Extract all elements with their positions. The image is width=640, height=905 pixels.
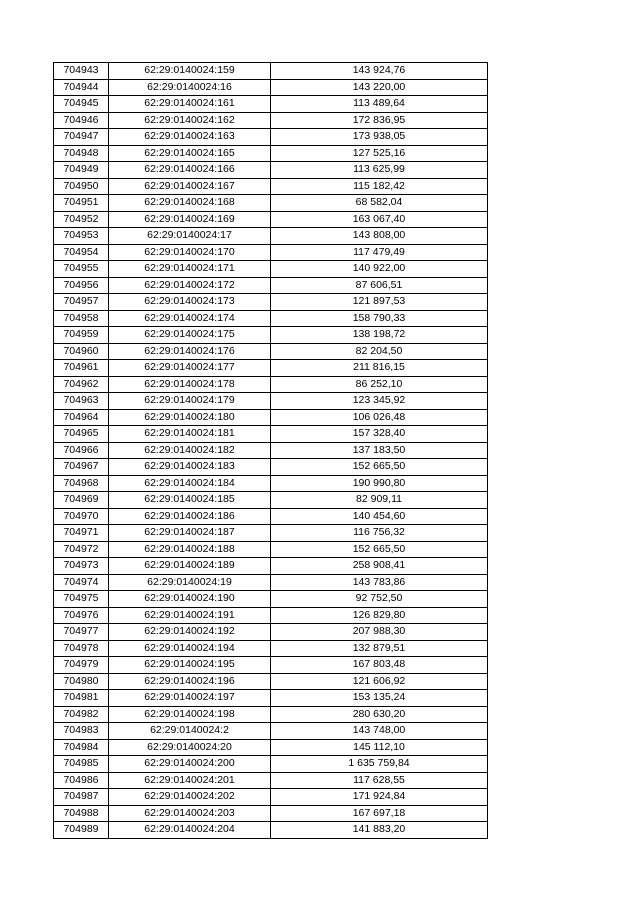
table-row bbox=[54, 112, 488, 129]
cadastral-number-cell: 62:29:0140024:204 bbox=[109, 822, 271, 839]
cadastral-number-cell: 62:29:0140024:161 bbox=[109, 96, 271, 113]
cadastral-number-cell: 62:29:0140024:159 bbox=[109, 63, 271, 80]
cadastral-value-cell: 141 883,20 bbox=[271, 822, 488, 839]
table-row bbox=[54, 822, 488, 839]
cadastral-number-cell: 62:29:0140024:176 bbox=[109, 343, 271, 360]
cadastral-value-cell: 143 924,76 bbox=[271, 63, 488, 80]
row-number-cell: 704949 bbox=[54, 162, 109, 179]
table-row bbox=[54, 723, 488, 740]
table-row bbox=[54, 706, 488, 723]
table-row bbox=[54, 162, 488, 179]
cadastral-value-cell: 167 803,48 bbox=[271, 657, 488, 674]
row-number-cell: 704975 bbox=[54, 591, 109, 608]
cadastral-value-cell: 92 752,50 bbox=[271, 591, 488, 608]
table-row bbox=[54, 310, 488, 327]
cadastral-number-cell: 62:29:0140024:185 bbox=[109, 492, 271, 509]
cadastral-number-cell: 62:29:0140024:181 bbox=[109, 426, 271, 443]
cadastral-number-cell: 62:29:0140024:163 bbox=[109, 129, 271, 146]
cadastral-number-cell: 62:29:0140024:166 bbox=[109, 162, 271, 179]
row-number-cell: 704979 bbox=[54, 657, 109, 674]
table-row bbox=[54, 508, 488, 525]
cadastral-number-cell: 62:29:0140024:187 bbox=[109, 525, 271, 542]
cadastral-number-cell: 62:29:0140024:20 bbox=[109, 739, 271, 756]
table-row bbox=[54, 492, 488, 509]
cadastral-value-cell: 152 665,50 bbox=[271, 459, 488, 476]
row-number-cell: 704967 bbox=[54, 459, 109, 476]
row-number-cell: 704953 bbox=[54, 228, 109, 245]
row-number-cell: 704954 bbox=[54, 244, 109, 261]
cadastral-value-cell: 280 630,20 bbox=[271, 706, 488, 723]
table-row bbox=[54, 393, 488, 410]
cadastral-value-cell: 106 026,48 bbox=[271, 409, 488, 426]
cadastral-value-cell: 145 112,10 bbox=[271, 739, 488, 756]
row-number-cell: 704960 bbox=[54, 343, 109, 360]
cadastral-value-cell: 143 808,00 bbox=[271, 228, 488, 245]
table-row bbox=[54, 360, 488, 377]
table-row bbox=[54, 409, 488, 426]
table-row bbox=[54, 343, 488, 360]
row-number-cell: 704974 bbox=[54, 574, 109, 591]
cadastral-value-cell: 123 345,92 bbox=[271, 393, 488, 410]
row-number-cell: 704950 bbox=[54, 178, 109, 195]
table-row bbox=[54, 178, 488, 195]
table-row bbox=[54, 426, 488, 443]
cadastral-number-cell: 62:29:0140024:168 bbox=[109, 195, 271, 212]
row-number-cell: 704957 bbox=[54, 294, 109, 311]
table-row bbox=[54, 640, 488, 657]
cadastral-value-cell: 190 990,80 bbox=[271, 475, 488, 492]
cadastral-value-cell: 211 816,15 bbox=[271, 360, 488, 377]
cadastral-number-cell: 62:29:0140024:169 bbox=[109, 211, 271, 228]
cadastral-value-cell: 117 479,49 bbox=[271, 244, 488, 261]
table-row bbox=[54, 327, 488, 344]
row-number-cell: 704970 bbox=[54, 508, 109, 525]
cadastral-value-cell: 143 220,00 bbox=[271, 79, 488, 96]
row-number-cell: 704952 bbox=[54, 211, 109, 228]
row-number-cell: 704982 bbox=[54, 706, 109, 723]
cadastral-value-cell: 82 204,50 bbox=[271, 343, 488, 360]
cadastral-number-cell: 62:29:0140024:172 bbox=[109, 277, 271, 294]
row-number-cell: 704985 bbox=[54, 756, 109, 773]
cadastral-number-cell: 62:29:0140024:165 bbox=[109, 145, 271, 162]
table-row bbox=[54, 145, 488, 162]
cadastral-value-cell: 172 836,95 bbox=[271, 112, 488, 129]
cadastral-value-cell: 116 756,32 bbox=[271, 525, 488, 542]
cadastral-value-cell: 258 908,41 bbox=[271, 558, 488, 575]
row-number-cell: 704972 bbox=[54, 541, 109, 558]
cadastral-value-table bbox=[53, 62, 488, 839]
cadastral-value-cell: 143 783,86 bbox=[271, 574, 488, 591]
row-number-cell: 704973 bbox=[54, 558, 109, 575]
cadastral-number-cell: 62:29:0140024:174 bbox=[109, 310, 271, 327]
cadastral-number-cell: 62:29:0140024:190 bbox=[109, 591, 271, 608]
row-number-cell: 704981 bbox=[54, 690, 109, 707]
row-number-cell: 704963 bbox=[54, 393, 109, 410]
table-row bbox=[54, 558, 488, 575]
cadastral-value-cell: 163 067,40 bbox=[271, 211, 488, 228]
table-row bbox=[54, 607, 488, 624]
table-row bbox=[54, 228, 488, 245]
table-row bbox=[54, 624, 488, 641]
cadastral-number-cell: 62:29:0140024:177 bbox=[109, 360, 271, 377]
cadastral-value-cell: 127 525,16 bbox=[271, 145, 488, 162]
cadastral-value-cell: 113 625,99 bbox=[271, 162, 488, 179]
table-row bbox=[54, 756, 488, 773]
cadastral-number-cell: 62:29:0140024:162 bbox=[109, 112, 271, 129]
row-number-cell: 704946 bbox=[54, 112, 109, 129]
cadastral-value-cell: 173 938,05 bbox=[271, 129, 488, 146]
cadastral-number-cell: 62:29:0140024:200 bbox=[109, 756, 271, 773]
cadastral-number-cell: 62:29:0140024:170 bbox=[109, 244, 271, 261]
row-number-cell: 704977 bbox=[54, 624, 109, 641]
table-row bbox=[54, 789, 488, 806]
row-number-cell: 704984 bbox=[54, 739, 109, 756]
cadastral-number-cell: 62:29:0140024:184 bbox=[109, 475, 271, 492]
table-row bbox=[54, 244, 488, 261]
cadastral-number-cell: 62:29:0140024:179 bbox=[109, 393, 271, 410]
cadastral-number-cell: 62:29:0140024:194 bbox=[109, 640, 271, 657]
table-row bbox=[54, 690, 488, 707]
cadastral-value-cell: 113 489,64 bbox=[271, 96, 488, 113]
table-row bbox=[54, 459, 488, 476]
cadastral-number-cell: 62:29:0140024:178 bbox=[109, 376, 271, 393]
cadastral-value-cell: 126 829,80 bbox=[271, 607, 488, 624]
row-number-cell: 704948 bbox=[54, 145, 109, 162]
row-number-cell: 704947 bbox=[54, 129, 109, 146]
cadastral-value-cell: 115 182,42 bbox=[271, 178, 488, 195]
table-row bbox=[54, 261, 488, 278]
table-row bbox=[54, 129, 488, 146]
cadastral-value-cell: 138 198,72 bbox=[271, 327, 488, 344]
row-number-cell: 704989 bbox=[54, 822, 109, 839]
cadastral-number-cell: 62:29:0140024:198 bbox=[109, 706, 271, 723]
row-number-cell: 704951 bbox=[54, 195, 109, 212]
table-row bbox=[54, 525, 488, 542]
table-row bbox=[54, 96, 488, 113]
row-number-cell: 704961 bbox=[54, 360, 109, 377]
cadastral-number-cell: 62:29:0140024:195 bbox=[109, 657, 271, 674]
row-number-cell: 704988 bbox=[54, 805, 109, 822]
cadastral-number-cell: 62:29:0140024:183 bbox=[109, 459, 271, 476]
row-number-cell: 704956 bbox=[54, 277, 109, 294]
table-row bbox=[54, 376, 488, 393]
table-row bbox=[54, 541, 488, 558]
cadastral-value-cell: 121 606,92 bbox=[271, 673, 488, 690]
cadastral-number-cell: 62:29:0140024:192 bbox=[109, 624, 271, 641]
cadastral-value-cell: 68 582,04 bbox=[271, 195, 488, 212]
row-number-cell: 704986 bbox=[54, 772, 109, 789]
row-number-cell: 704958 bbox=[54, 310, 109, 327]
cadastral-number-cell: 62:29:0140024:173 bbox=[109, 294, 271, 311]
cadastral-value-cell: 132 879,51 bbox=[271, 640, 488, 657]
row-number-cell: 704976 bbox=[54, 607, 109, 624]
row-number-cell: 704969 bbox=[54, 492, 109, 509]
row-number-cell: 704959 bbox=[54, 327, 109, 344]
table-row bbox=[54, 294, 488, 311]
cadastral-value-cell: 1 635 759,84 bbox=[271, 756, 488, 773]
cadastral-number-cell: 62:29:0140024:180 bbox=[109, 409, 271, 426]
row-number-cell: 704983 bbox=[54, 723, 109, 740]
row-number-cell: 704945 bbox=[54, 96, 109, 113]
table-row bbox=[54, 63, 488, 80]
cadastral-number-cell: 62:29:0140024:202 bbox=[109, 789, 271, 806]
cadastral-value-cell: 86 252,10 bbox=[271, 376, 488, 393]
row-number-cell: 704987 bbox=[54, 789, 109, 806]
table-row bbox=[54, 805, 488, 822]
cadastral-value-cell: 153 135,24 bbox=[271, 690, 488, 707]
row-number-cell: 704964 bbox=[54, 409, 109, 426]
row-number-cell: 704962 bbox=[54, 376, 109, 393]
row-number-cell: 704944 bbox=[54, 79, 109, 96]
row-number-cell: 704978 bbox=[54, 640, 109, 657]
cadastral-value-cell: 171 924,84 bbox=[271, 789, 488, 806]
cadastral-number-cell: 62:29:0140024:17 bbox=[109, 228, 271, 245]
cadastral-value-cell: 157 328,40 bbox=[271, 426, 488, 443]
row-number-cell: 704968 bbox=[54, 475, 109, 492]
row-number-cell: 704965 bbox=[54, 426, 109, 443]
cadastral-number-cell: 62:29:0140024:2 bbox=[109, 723, 271, 740]
cadastral-value-cell: 82 909,11 bbox=[271, 492, 488, 509]
row-number-cell: 704955 bbox=[54, 261, 109, 278]
cadastral-value-cell: 140 454,60 bbox=[271, 508, 488, 525]
cadastral-number-cell: 62:29:0140024:189 bbox=[109, 558, 271, 575]
cadastral-value-cell: 117 628,55 bbox=[271, 772, 488, 789]
cadastral-value-cell: 87 606,51 bbox=[271, 277, 488, 294]
table-body bbox=[54, 63, 488, 839]
table-row bbox=[54, 79, 488, 96]
row-number-cell: 704980 bbox=[54, 673, 109, 690]
cadastral-number-cell: 62:29:0140024:188 bbox=[109, 541, 271, 558]
cadastral-value-cell: 207 988,30 bbox=[271, 624, 488, 641]
cadastral-value-cell: 152 665,50 bbox=[271, 541, 488, 558]
cadastral-number-cell: 62:29:0140024:19 bbox=[109, 574, 271, 591]
cadastral-number-cell: 62:29:0140024:201 bbox=[109, 772, 271, 789]
cadastral-number-cell: 62:29:0140024:196 bbox=[109, 673, 271, 690]
table-row bbox=[54, 277, 488, 294]
table-row bbox=[54, 475, 488, 492]
cadastral-value-cell: 137 183,50 bbox=[271, 442, 488, 459]
cadastral-number-cell: 62:29:0140024:197 bbox=[109, 690, 271, 707]
table-row bbox=[54, 442, 488, 459]
cadastral-number-cell: 62:29:0140024:186 bbox=[109, 508, 271, 525]
cadastral-value-cell: 158 790,33 bbox=[271, 310, 488, 327]
cadastral-value-cell: 121 897,53 bbox=[271, 294, 488, 311]
table-row bbox=[54, 211, 488, 228]
cadastral-number-cell: 62:29:0140024:182 bbox=[109, 442, 271, 459]
table-row bbox=[54, 574, 488, 591]
table-row bbox=[54, 673, 488, 690]
table-row bbox=[54, 657, 488, 674]
cadastral-value-cell: 140 922,00 bbox=[271, 261, 488, 278]
table-row bbox=[54, 772, 488, 789]
cadastral-number-cell: 62:29:0140024:167 bbox=[109, 178, 271, 195]
cadastral-number-cell: 62:29:0140024:203 bbox=[109, 805, 271, 822]
table-row bbox=[54, 739, 488, 756]
cadastral-number-cell: 62:29:0140024:191 bbox=[109, 607, 271, 624]
cadastral-value-cell: 143 748,00 bbox=[271, 723, 488, 740]
cadastral-number-cell: 62:29:0140024:175 bbox=[109, 327, 271, 344]
row-number-cell: 704966 bbox=[54, 442, 109, 459]
row-number-cell: 704943 bbox=[54, 63, 109, 80]
cadastral-value-cell: 167 697,18 bbox=[271, 805, 488, 822]
cadastral-number-cell: 62:29:0140024:16 bbox=[109, 79, 271, 96]
table-row bbox=[54, 195, 488, 212]
table-row bbox=[54, 591, 488, 608]
cadastral-number-cell: 62:29:0140024:171 bbox=[109, 261, 271, 278]
row-number-cell: 704971 bbox=[54, 525, 109, 542]
